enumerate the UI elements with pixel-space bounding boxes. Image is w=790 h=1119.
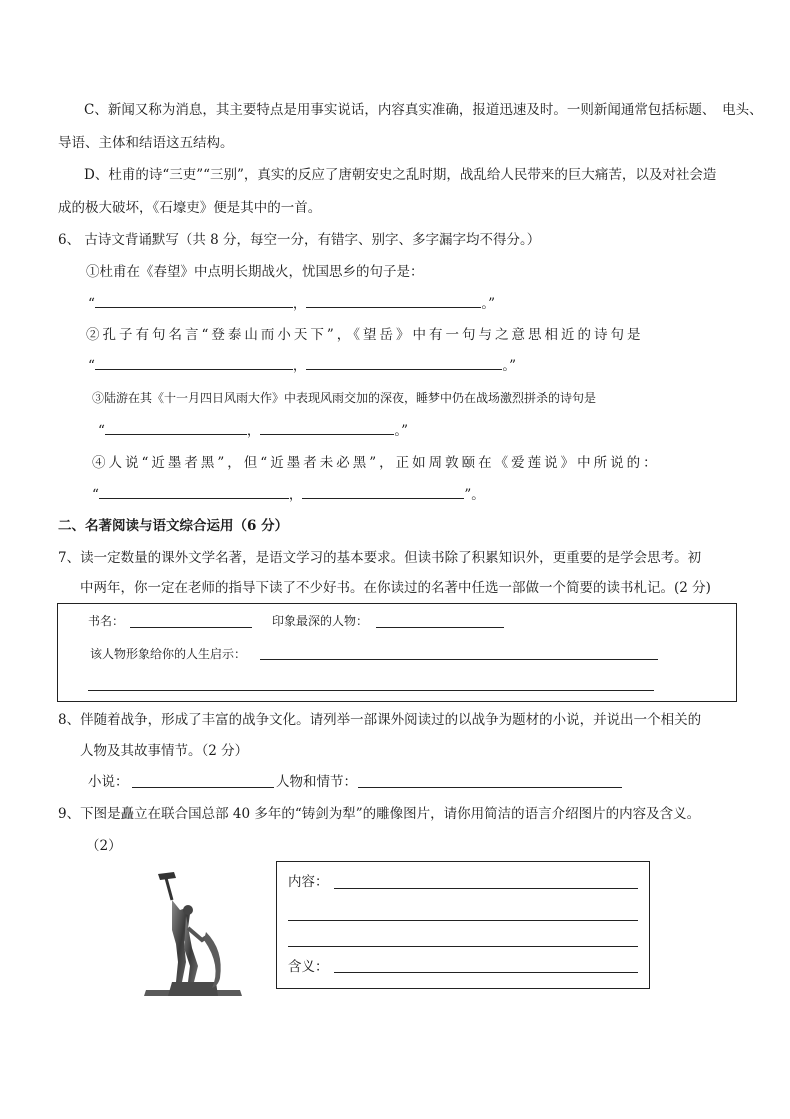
insight-label: 该人物形象给你的人生启示： [90,647,247,661]
meaning-label: 含义： [288,959,329,975]
comma: ， [288,487,303,503]
blank-input[interactable] [260,420,394,435]
question-7-line1: 7、读一定数量的课外文学名著，是语文学习的基本要求。但读书除了积累知识外，更重要的是学会思考。初 [58,550,702,566]
insight-input-line2[interactable] [88,690,654,691]
novel-label: 小说： [88,774,129,790]
open-quote: “ [92,487,99,503]
open-quote: “ [98,423,105,439]
sword-into-plowshare-statue-image [128,870,253,1000]
q6-item1-answer [88,293,495,314]
novel-input[interactable] [132,787,274,788]
comma: ， [292,296,307,312]
character-label: 印象最深的人物： [272,614,369,628]
blank-input[interactable] [306,355,502,370]
blank-input[interactable] [95,293,293,308]
answer-box [276,861,650,989]
section-2-heading: 二、名著阅读与语文综合运用（6 分） [58,518,289,534]
character-input[interactable] [376,627,504,628]
question-8-line2: 人物及其故事情节。（2 分） [80,743,249,759]
end-quote: 。” [394,423,409,439]
insight-input[interactable] [260,659,658,660]
q6-item3-answer [98,420,408,441]
content-input-line3[interactable] [288,946,638,947]
q6-item2-answer [88,355,516,376]
option-c-line1: C、新闻又称为消息，其主要特点是用事实说话，内容真实准确，报道迅速及时。一则新闻通常包括标题、 电头、 [84,102,763,118]
plot-input[interactable] [358,787,622,788]
question-8-line1: 8、伴随着战争，形成了丰富的战争文化。请列举一部课外阅读过的以战争为题材的小说，并说出一个相关的 [58,712,702,728]
content-input[interactable] [334,888,638,889]
option-d-line1: D、杜甫的诗“三吏”“三别”，真实的反应了唐朝安史之乱时期，战乱给人民带来的巨大痛苦，以及对社会造 [84,167,717,183]
option-d-line2: 成的极大破坏，《石壕吏》便是其中的一首。 [58,200,322,216]
option-c-line2: 导语、主体和结语这五结构。 [58,135,234,151]
question-9-points: （2） [86,838,122,854]
blank-input[interactable] [99,484,289,499]
meaning-input[interactable] [334,972,638,973]
open-quote: “ [88,358,95,374]
q6-item3-prompt: ③陆游在其《十一月四日风雨大作》中表现风雨交加的深夜，睡梦中仍在战场激烈拼杀的诗句是 [92,391,597,405]
q6-item1-prompt: ①杜甫在《春望》中点明长期战火，忧国思乡的句子是： [86,264,424,280]
end-quote: ”。 [464,487,485,503]
blank-input[interactable] [302,484,464,499]
open-quote: “ [88,296,95,312]
q6-item2-prompt: ②孔子有句名言“登泰山而小天下”，《望岳》中有一句与之意思相近的诗句是 [86,327,644,343]
q6-item4-answer [92,484,485,505]
q6-item4-prompt: ④人说“近墨者黑”，但“近墨者未必黑”，正如周敦颐在《爱莲说》中所说的： [92,455,660,471]
question-6-title: 6、 古诗文背诵默写（共 8 分，每空一分，有错字、别字、多字漏字均不得分。） [58,232,541,248]
end-quote: 。” [502,358,517,374]
comma: ， [292,358,307,374]
blank-input[interactable] [105,420,247,435]
book-name-label: 书名： [88,614,125,628]
question-9-line1: 9、下图是矗立在联合国总部 40 多年的“铸剑为犁”的雕像图片，请你用简洁的语言介绍图片的内容及含义。 [58,806,701,822]
comma: ， [246,423,261,439]
book-name-input[interactable] [130,627,252,628]
content-input-line2[interactable] [288,920,638,921]
content-label: 内容： [288,874,329,890]
blank-input[interactable] [95,355,293,370]
question-7-line2: 中两年，你一定在老师的指导下读了不少好书。在你读过的名著中任选一部做一个简要的读书札记。(2 分) [80,580,711,596]
plot-label: 人物和情节： [276,774,357,790]
end-quote: 。” [481,296,496,312]
blank-input[interactable] [306,293,481,308]
